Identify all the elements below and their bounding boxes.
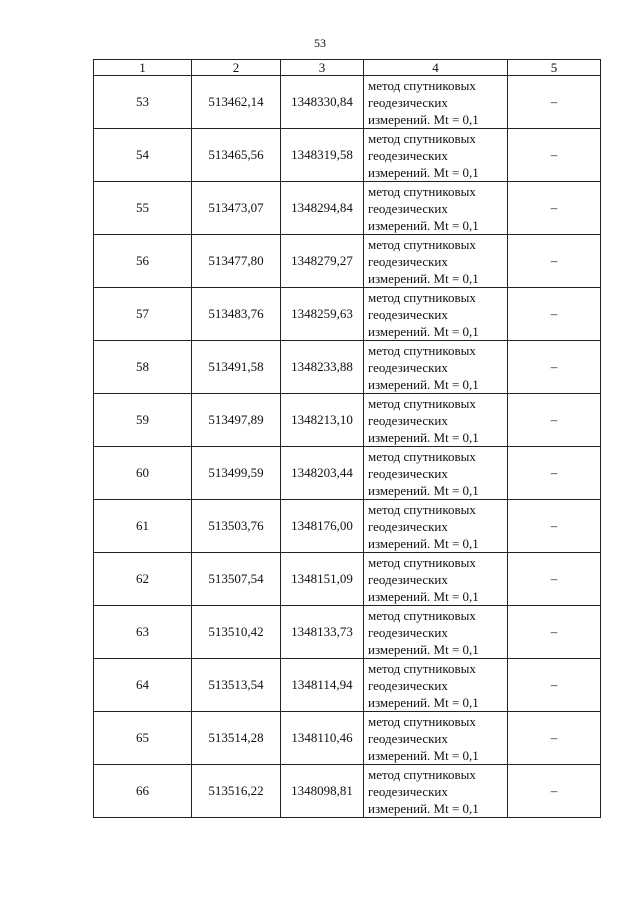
method-line: метод спутниковых <box>368 183 476 199</box>
x-coordinate-cell: 513491,58 <box>192 341 281 394</box>
method-cell <box>364 606 508 659</box>
method-cell <box>364 182 508 235</box>
point-number-cell: 62 <box>94 553 192 606</box>
x-coordinate-cell: 513483,76 <box>192 288 281 341</box>
method-line: измерений. Mt = 0,1 <box>368 588 479 604</box>
method-line: измерений. Mt = 0,1 <box>368 323 479 339</box>
note-cell: – <box>508 341 601 394</box>
method-line: геодезических <box>368 147 448 163</box>
method-line: метод спутниковых <box>368 448 476 464</box>
method-line: метод спутниковых <box>368 660 476 676</box>
y-coordinate-cell: 1348151,09 <box>281 553 364 606</box>
y-coordinate-cell: 1348213,10 <box>281 394 364 447</box>
x-coordinate-cell: 513477,80 <box>192 235 281 288</box>
note-cell: – <box>508 659 601 712</box>
table-row <box>94 659 601 712</box>
x-coordinate-cell: 513507,54 <box>192 553 281 606</box>
method-line: измерений. Mt = 0,1 <box>368 217 479 233</box>
point-number-cell: 60 <box>94 447 192 500</box>
note-cell: – <box>508 129 601 182</box>
point-number-cell: 59 <box>94 394 192 447</box>
method-line: метод спутниковых <box>368 766 476 782</box>
method-cell <box>364 394 508 447</box>
note-cell: – <box>508 712 601 765</box>
method-line: геодезических <box>368 465 448 481</box>
table-header <box>94 60 601 76</box>
note-cell: – <box>508 447 601 500</box>
method-line: геодезических <box>368 571 448 587</box>
x-coordinate-cell: 513462,14 <box>192 76 281 129</box>
method-line: измерений. Mt = 0,1 <box>368 482 479 498</box>
note-cell: – <box>508 182 601 235</box>
coordinates-table <box>93 59 601 818</box>
y-coordinate-cell: 1348233,88 <box>281 341 364 394</box>
page-number: 53 <box>314 36 326 50</box>
note-cell: – <box>508 394 601 447</box>
y-coordinate-cell: 1348259,63 <box>281 288 364 341</box>
method-line: измерений. Mt = 0,1 <box>368 270 479 286</box>
point-number-cell: 65 <box>94 712 192 765</box>
y-coordinate-cell: 1348203,44 <box>281 447 364 500</box>
table-row <box>94 129 601 182</box>
table-row <box>94 606 601 659</box>
x-coordinate-cell: 513473,07 <box>192 182 281 235</box>
point-number-cell: 53 <box>94 76 192 129</box>
note-cell: – <box>508 765 601 818</box>
y-coordinate-cell: 1348319,58 <box>281 129 364 182</box>
method-line: геодезических <box>368 624 448 640</box>
table-row <box>94 394 601 447</box>
method-line: измерений. Mt = 0,1 <box>368 641 479 657</box>
method-line: геодезических <box>368 518 448 534</box>
y-coordinate-cell: 1348098,81 <box>281 765 364 818</box>
method-line: метод спутниковых <box>368 395 476 411</box>
x-coordinate-cell: 513514,28 <box>192 712 281 765</box>
method-line: метод спутниковых <box>368 77 476 93</box>
table-body <box>94 76 601 818</box>
method-line: геодезических <box>368 730 448 746</box>
y-coordinate-cell: 1348133,73 <box>281 606 364 659</box>
method-line: измерений. Mt = 0,1 <box>368 429 479 445</box>
method-line: геодезических <box>368 306 448 322</box>
table-row <box>94 500 601 553</box>
point-number-cell: 64 <box>94 659 192 712</box>
method-line: метод спутниковых <box>368 130 476 146</box>
note-cell: – <box>508 76 601 129</box>
note-cell: – <box>508 500 601 553</box>
method-line: геодезических <box>368 783 448 799</box>
method-line: геодезических <box>368 359 448 375</box>
method-cell <box>364 765 508 818</box>
method-line: метод спутниковых <box>368 289 476 305</box>
table-row <box>94 235 601 288</box>
method-line: метод спутниковых <box>368 554 476 570</box>
y-coordinate-cell: 1348114,94 <box>281 659 364 712</box>
method-cell <box>364 76 508 129</box>
column-header-2: 2 <box>192 60 281 76</box>
point-number-cell: 54 <box>94 129 192 182</box>
method-line: метод спутниковых <box>368 236 476 252</box>
table-header-row <box>94 60 601 76</box>
point-number-cell: 55 <box>94 182 192 235</box>
method-cell <box>364 447 508 500</box>
method-line: измерений. Mt = 0,1 <box>368 535 479 551</box>
x-coordinate-cell: 513465,56 <box>192 129 281 182</box>
column-header-4: 4 <box>364 60 508 76</box>
method-line: геодезических <box>368 253 448 269</box>
method-cell <box>364 553 508 606</box>
y-coordinate-cell: 1348294,84 <box>281 182 364 235</box>
method-line: измерений. Mt = 0,1 <box>368 747 479 763</box>
method-cell <box>364 235 508 288</box>
method-line: измерений. Mt = 0,1 <box>368 164 479 180</box>
method-line: измерений. Mt = 0,1 <box>368 800 479 816</box>
method-line: геодезических <box>368 677 448 693</box>
method-line: измерений. Mt = 0,1 <box>368 694 479 710</box>
x-coordinate-cell: 513516,22 <box>192 765 281 818</box>
x-coordinate-cell: 513499,59 <box>192 447 281 500</box>
y-coordinate-cell: 1348279,27 <box>281 235 364 288</box>
x-coordinate-cell: 513510,42 <box>192 606 281 659</box>
method-cell <box>364 341 508 394</box>
note-cell: – <box>508 235 601 288</box>
method-cell <box>364 129 508 182</box>
point-number-cell: 56 <box>94 235 192 288</box>
table-row <box>94 765 601 818</box>
note-cell: – <box>508 288 601 341</box>
y-coordinate-cell: 1348176,00 <box>281 500 364 553</box>
point-number-cell: 57 <box>94 288 192 341</box>
y-coordinate-cell: 1348110,46 <box>281 712 364 765</box>
method-line: измерений. Mt = 0,1 <box>368 111 479 127</box>
note-cell: – <box>508 553 601 606</box>
point-number-cell: 61 <box>94 500 192 553</box>
table-row <box>94 182 601 235</box>
point-number-cell: 58 <box>94 341 192 394</box>
method-line: геодезических <box>368 94 448 110</box>
method-line: метод спутниковых <box>368 607 476 623</box>
method-line: геодезических <box>368 200 448 216</box>
table-row <box>94 341 601 394</box>
x-coordinate-cell: 513513,54 <box>192 659 281 712</box>
method-line: измерений. Mt = 0,1 <box>368 376 479 392</box>
method-cell <box>364 712 508 765</box>
table-row <box>94 288 601 341</box>
column-header-5: 5 <box>508 60 601 76</box>
method-line: метод спутниковых <box>368 501 476 517</box>
column-header-1: 1 <box>94 60 192 76</box>
table-row <box>94 76 601 129</box>
column-header-3: 3 <box>281 60 364 76</box>
method-line: метод спутниковых <box>368 713 476 729</box>
table-row <box>94 553 601 606</box>
method-cell <box>364 659 508 712</box>
point-number-cell: 63 <box>94 606 192 659</box>
y-coordinate-cell: 1348330,84 <box>281 76 364 129</box>
x-coordinate-cell: 513497,89 <box>192 394 281 447</box>
table-row <box>94 447 601 500</box>
x-coordinate-cell: 513503,76 <box>192 500 281 553</box>
table-row <box>94 712 601 765</box>
method-line: геодезических <box>368 412 448 428</box>
method-cell <box>364 288 508 341</box>
method-cell <box>364 500 508 553</box>
note-cell: – <box>508 606 601 659</box>
method-line: метод спутниковых <box>368 342 476 358</box>
point-number-cell: 66 <box>94 765 192 818</box>
